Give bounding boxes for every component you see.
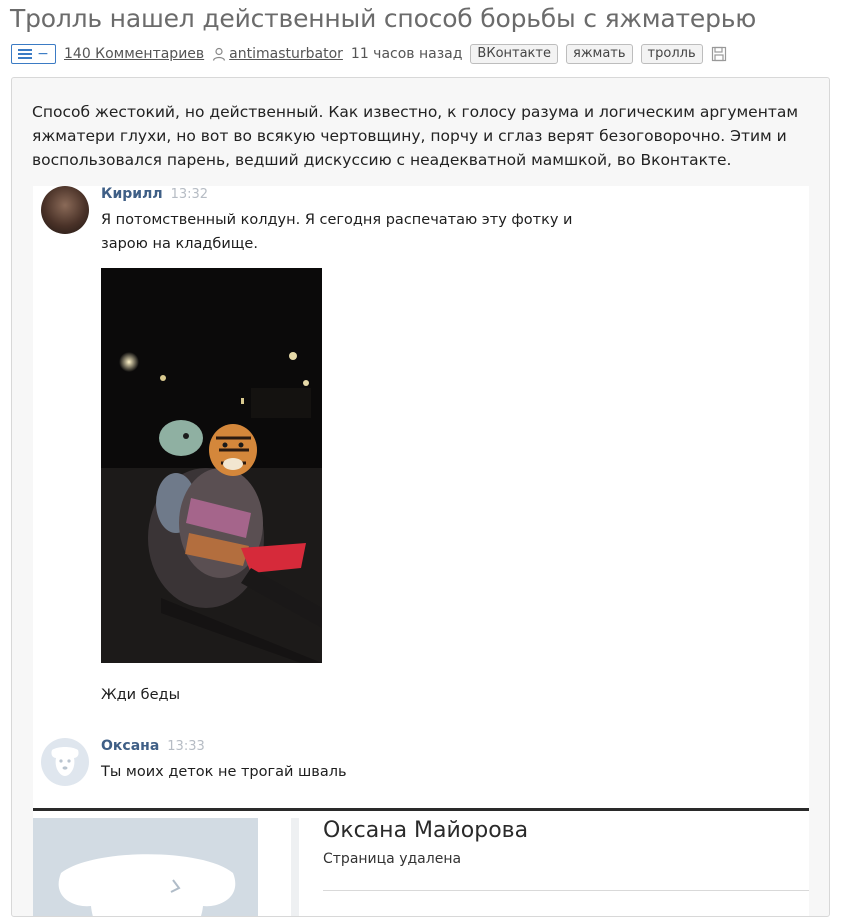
default-avatar-dog-icon: [48, 746, 82, 778]
message-time: 13:33: [167, 739, 205, 754]
vk-chat-screenshot: [33, 186, 809, 917]
tag-vkontakte[interactable]: ВКонтакте: [470, 44, 558, 64]
save-icon[interactable]: [711, 46, 727, 62]
message-text: Я потомственный колдун. Я сегодня распечатаю эту фотку и: [101, 212, 573, 228]
avatar: [41, 738, 89, 786]
author-block: [212, 46, 343, 62]
profile-divider-line: [323, 890, 809, 891]
message-text: Ты моих деток не трогай шваль: [101, 764, 347, 780]
post-meta: [11, 42, 727, 66]
tag-yazhmat[interactable]: яжмать: [566, 44, 633, 64]
tag-troll[interactable]: тролль: [641, 44, 703, 64]
profile-separator: [291, 818, 299, 917]
message-text: Жди беды: [101, 687, 181, 703]
post-title: Тролль нашел действенный способ борьбы с яжматерью: [10, 4, 757, 33]
night-photo-illustration: [101, 268, 322, 663]
post-time: 11 часов назад: [350, 46, 463, 62]
attached-photo: [101, 268, 322, 663]
author-link[interactable]: antimasturbator: [229, 46, 343, 62]
profile-name: Оксана Майорова: [323, 818, 529, 843]
comments-link[interactable]: 140 Комментариев: [64, 46, 205, 62]
profile-photo: [33, 818, 258, 917]
post-intro-text: Способ жестокий, но действенный. Как известно, к голосу разума и логическим аргументам яжматери глухи, но вот во всякую чертовщину, порчу и сглаз верят безоговорочно. Этим и воспользовался парень, ведший дискуссию с неадекватной мамшкой, во Вконтакте.: [32, 103, 799, 169]
post-content: [11, 77, 830, 917]
default-avatar-dog-icon: [33, 818, 258, 917]
screenshot-divider: [33, 808, 809, 811]
list-view-icon[interactable]: −: [11, 44, 56, 64]
sender-name: Кирилл 13:32: [101, 186, 209, 202]
avatar: [41, 186, 89, 234]
sender-name: Оксана 13:33: [101, 738, 205, 754]
user-icon: [212, 47, 226, 61]
message-time: 13:32: [170, 187, 209, 202]
message-text: зарою на кладбище.: [101, 236, 258, 252]
profile-status: Страница удалена: [323, 851, 462, 867]
